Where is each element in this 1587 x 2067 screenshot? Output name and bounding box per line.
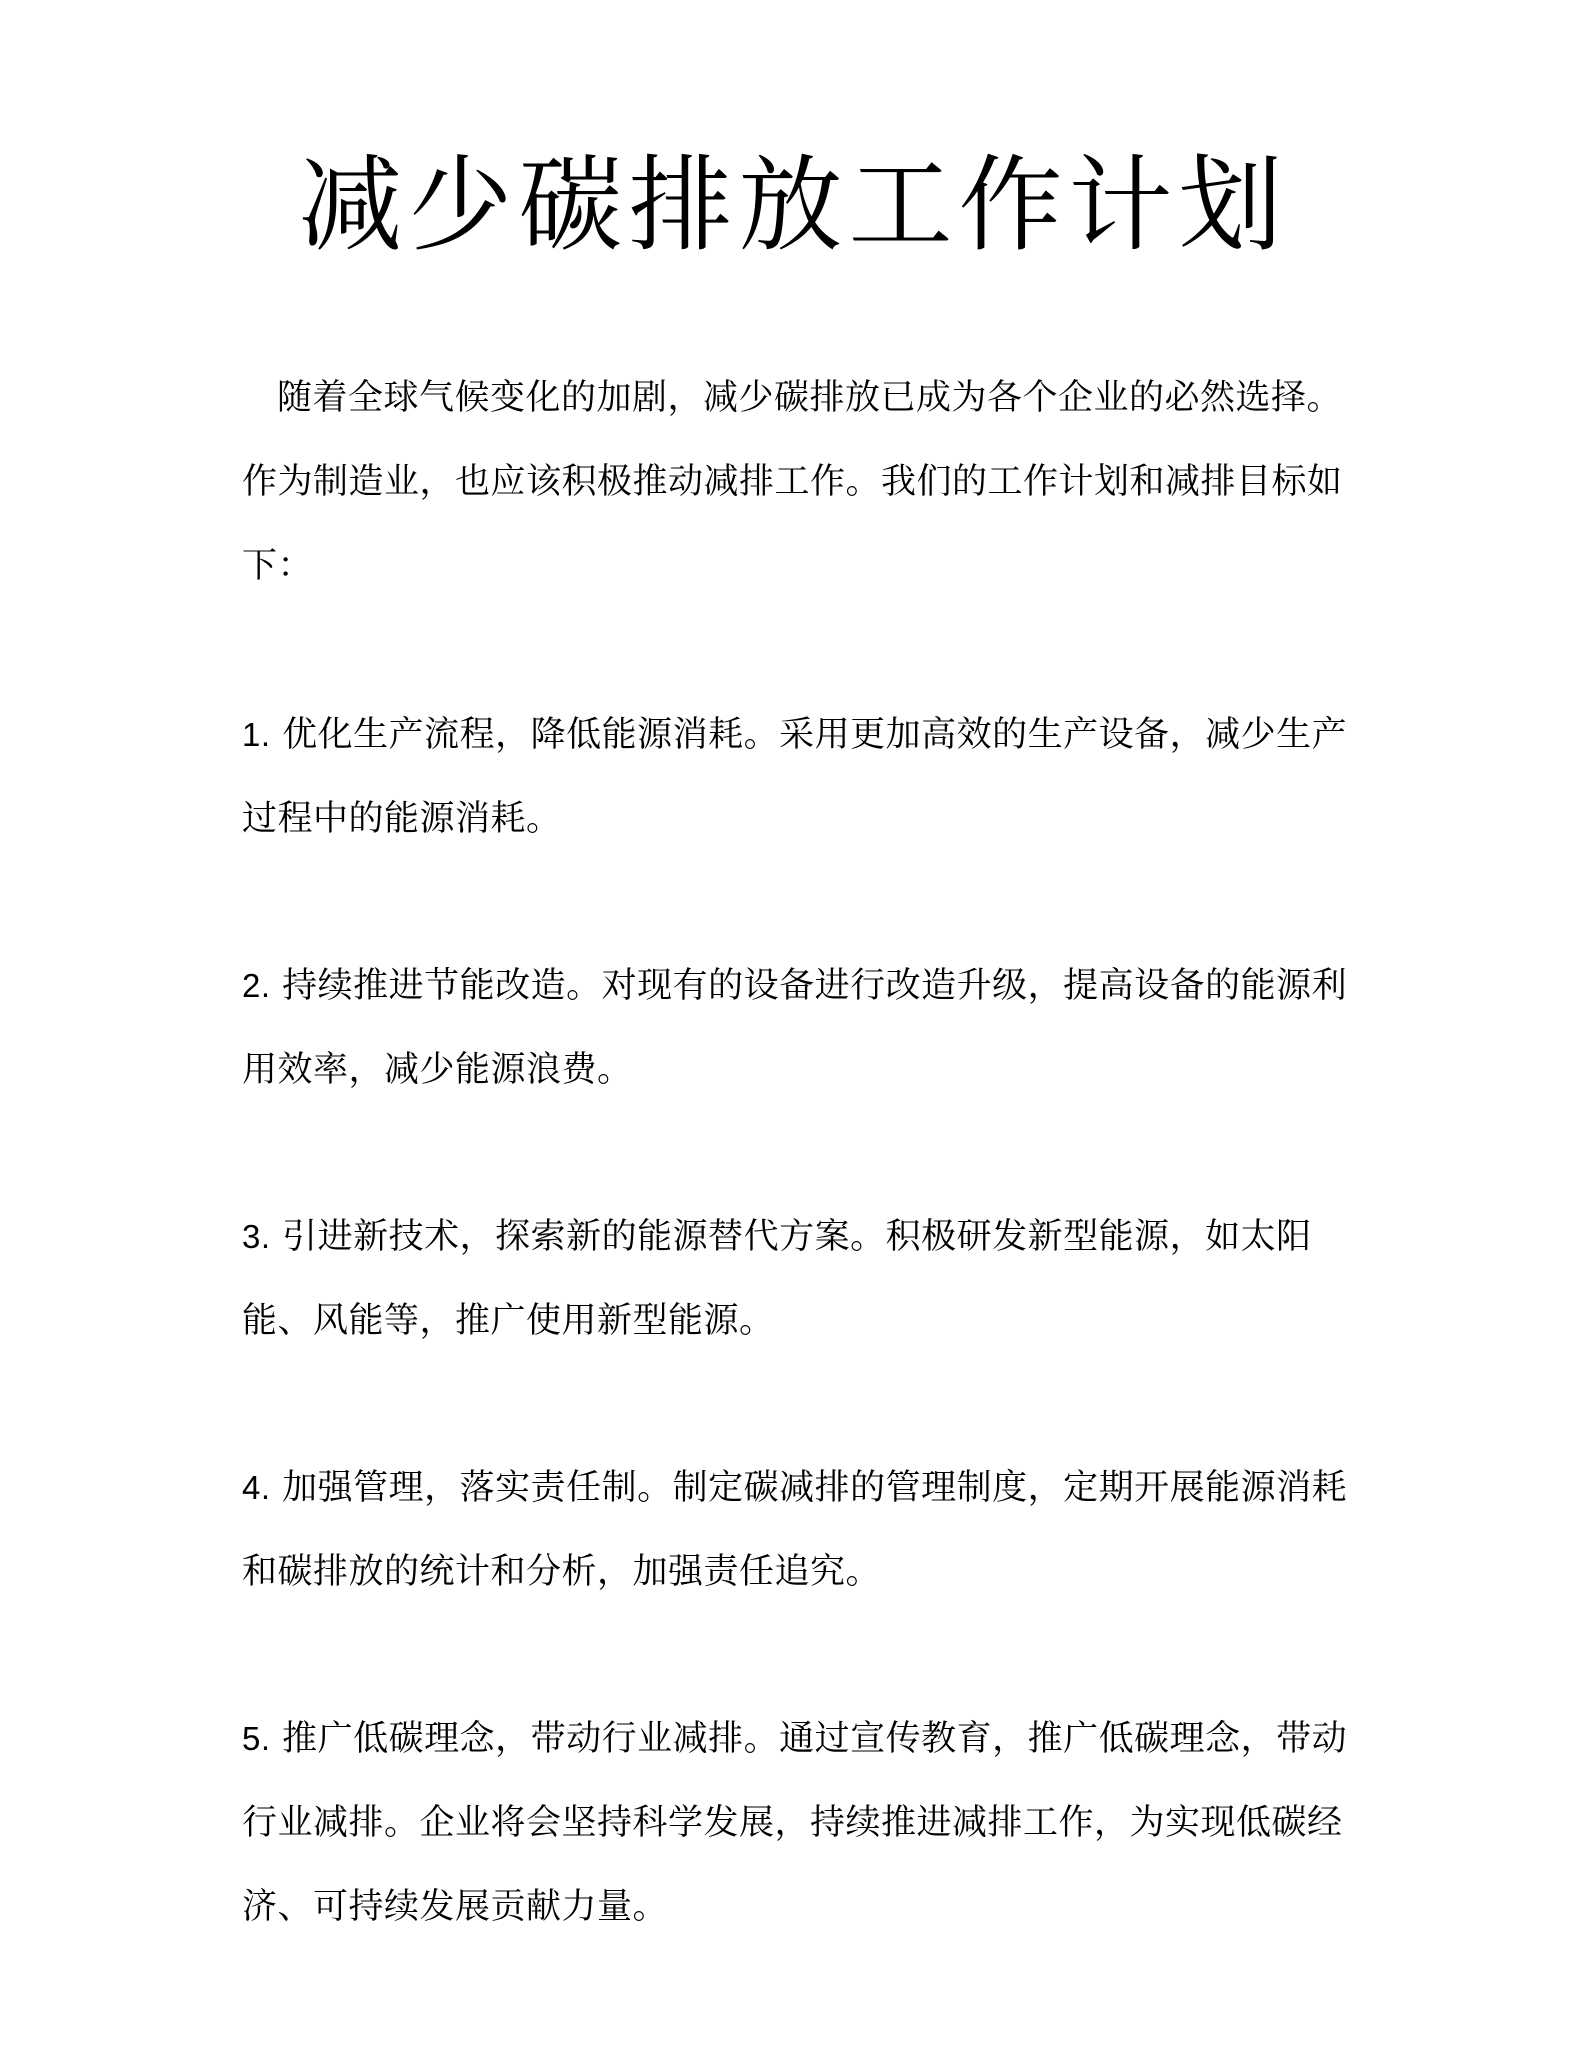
list-item-number: 5. [242, 1720, 271, 1757]
list-item-number: 1. [242, 716, 271, 753]
intro-paragraph: 随着全球气候变化的加剧，减少碳排放已成为各个企业的必然选择。作为制造业，也应该积极推动减排工作。我们的工作计划和减排目标如下： [242, 378, 1343, 586]
list-item-5 [242, 1697, 1352, 1949]
list-item-text: 引进新技术，探索新的能源替代方案。积极研发新型能源，如太阳能、风能等，推广使用新型能源。 [242, 1217, 1312, 1341]
list-item-number: 2. [242, 967, 271, 1004]
list-item-number: 4. [242, 1469, 271, 1506]
list-item-4 [242, 1446, 1352, 1614]
list-item-1 [242, 693, 1352, 861]
list-item-text: 持续推进节能改造。对现有的设备进行改造升级，提高设备的能源利用效率，减少能源浪费。 [242, 966, 1348, 1090]
list-item-text: 加强管理，落实责任制。制定碳减排的管理制度，定期开展能源消耗和碳排放的统计和分析，加强责任追究。 [242, 1468, 1348, 1592]
list-item-number: 3. [242, 1218, 271, 1255]
list-item-2 [242, 944, 1352, 1112]
list-item-text: 优化生产流程，降低能源消耗。采用更加高效的生产设备，减少生产过程中的能源消耗。 [242, 715, 1348, 839]
list-item-3 [242, 1195, 1352, 1363]
page-title: 减少碳排放工作计划 [298, 144, 1289, 266]
list-item-text: 推广低碳理念，带动行业减排。通过宣传教育，推广低碳理念，带动行业减排。企业将会坚持科学发展，持续推进减排工作，为实现低碳经济、可持续发展贡献力量。 [242, 1719, 1348, 1927]
